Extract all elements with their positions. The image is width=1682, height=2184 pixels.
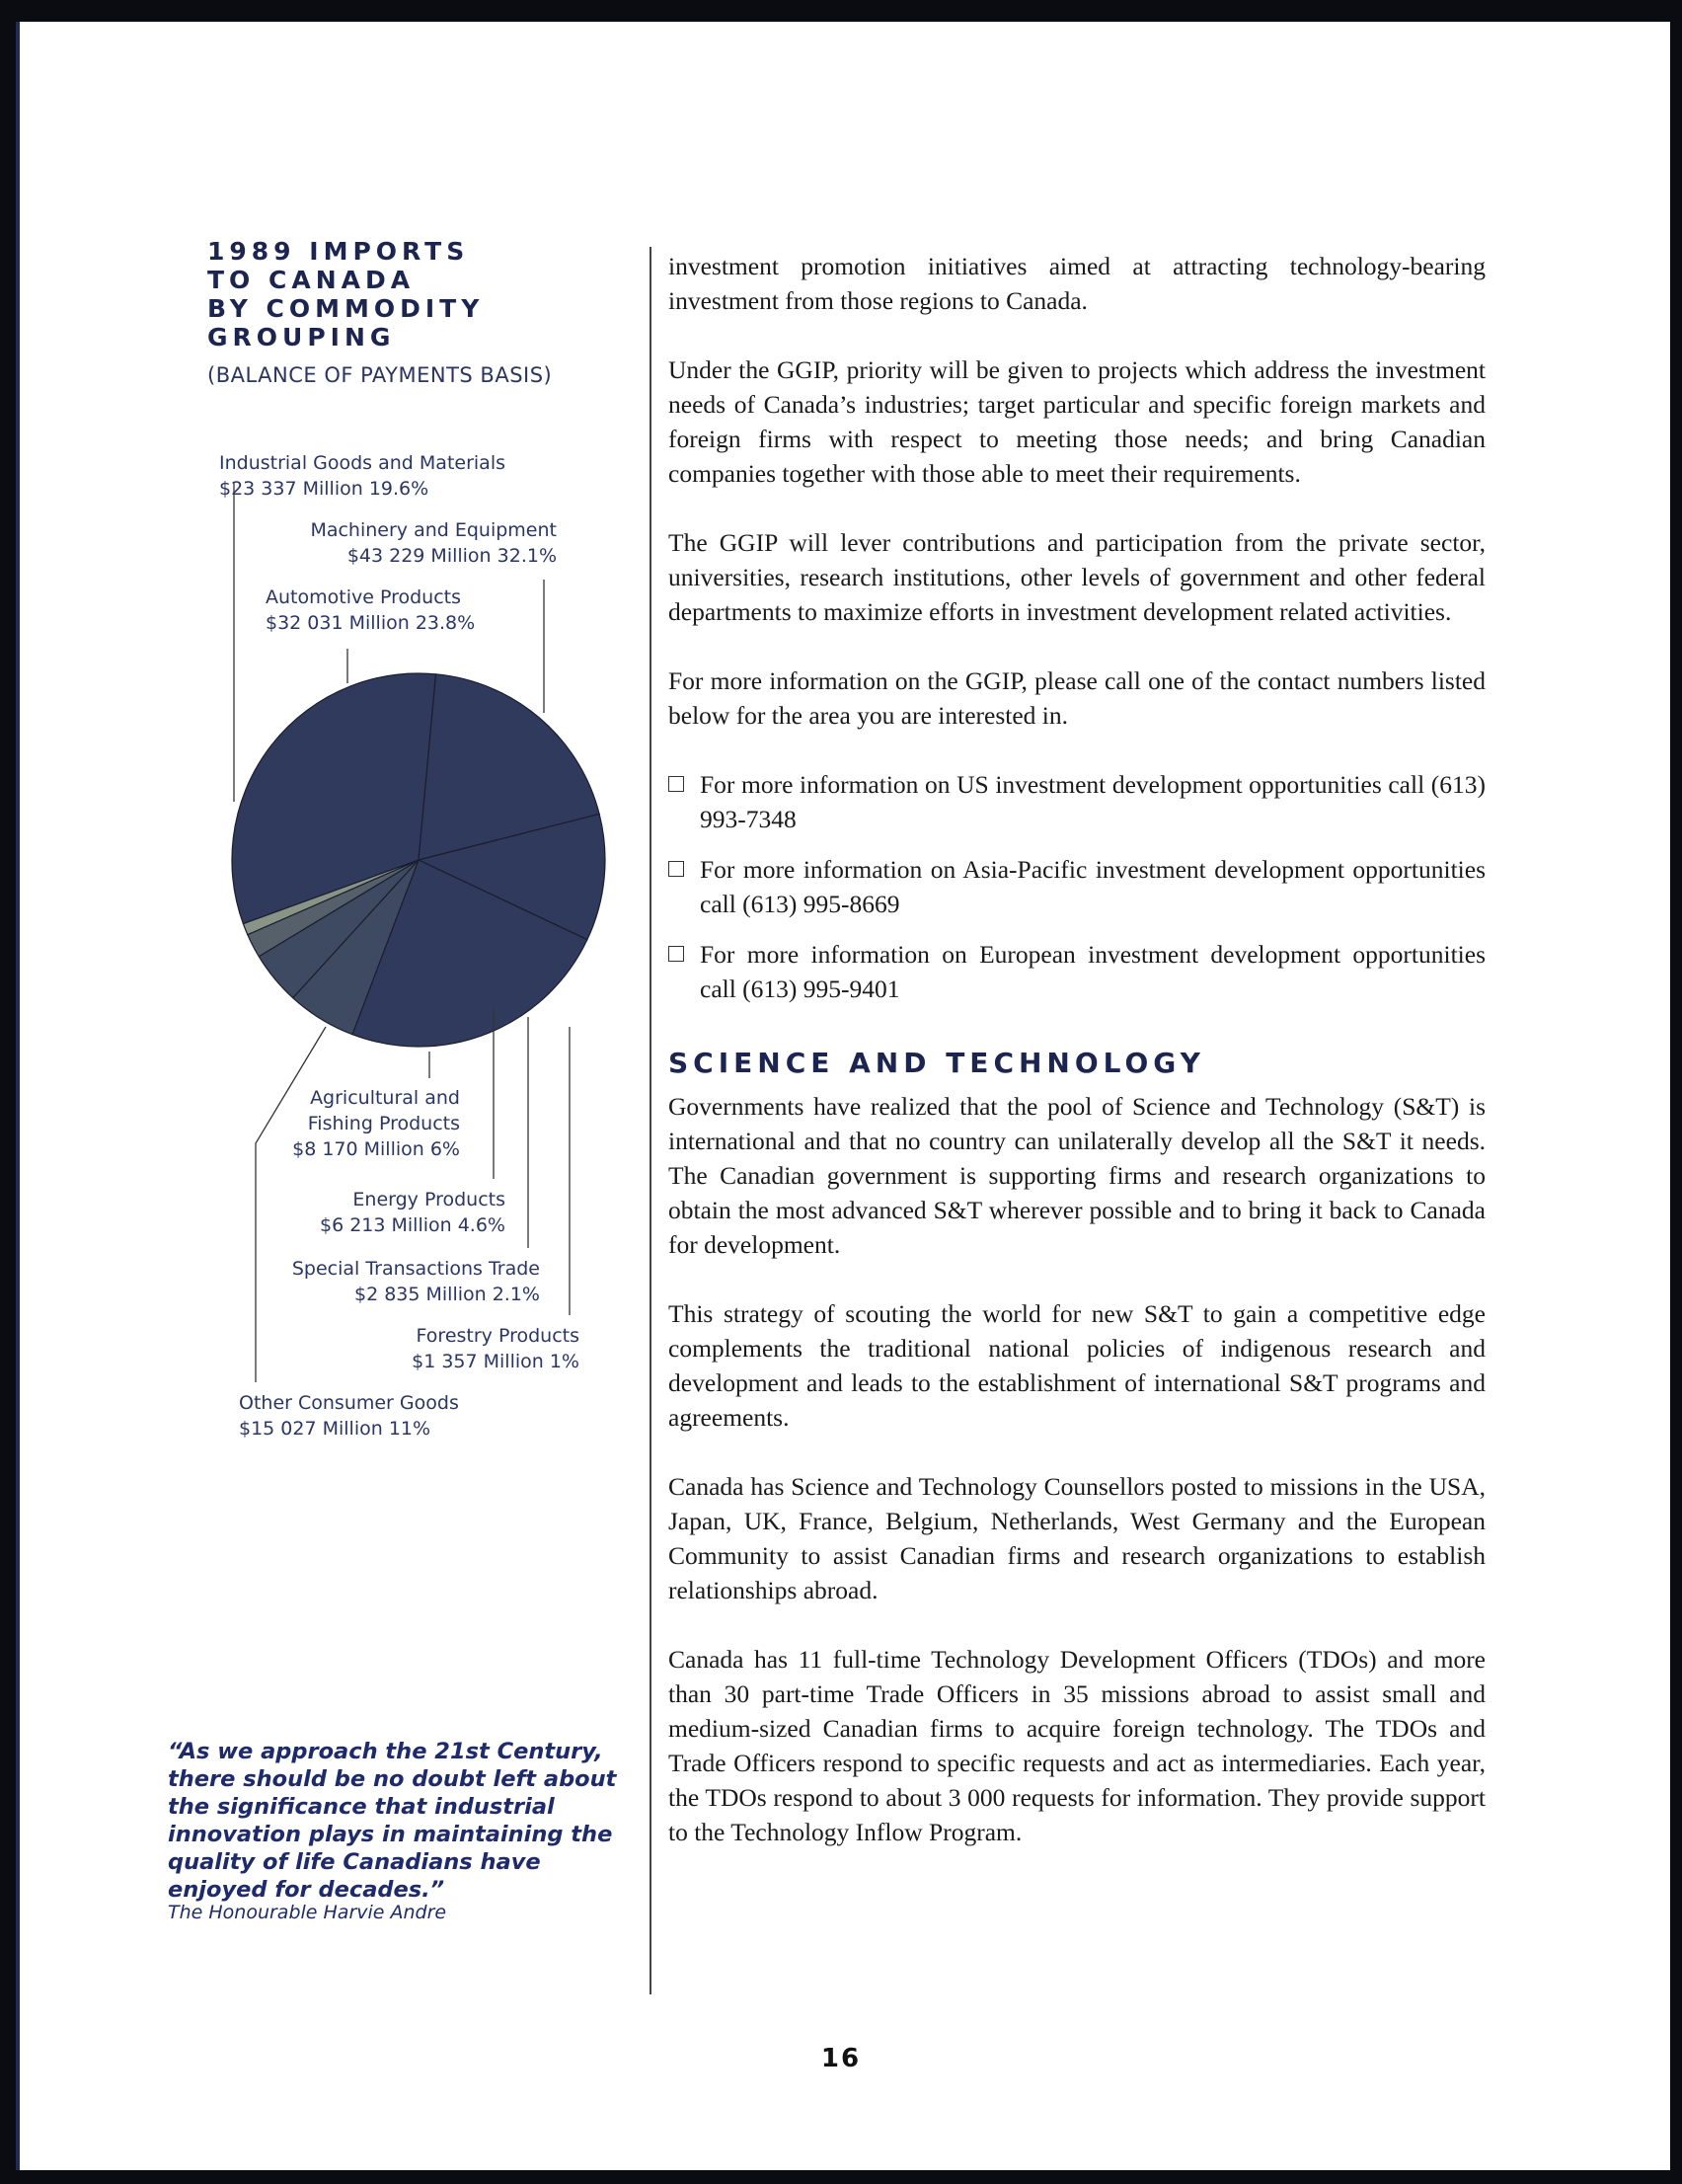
slice-value-label: $1 357 Million 1% <box>412 1351 579 1372</box>
contact-list-item <box>668 767 1486 836</box>
paragraph: This strategy of scouting the world for new S&T to gain a competitive edge complements the traditional national policies of indigenous research and development and leads to the establishment of international S&T programs and agreements. <box>668 1299 1486 1432</box>
slice-label: Other Consumer Goods <box>239 1392 459 1414</box>
paragraph: The GGIP will lever contributions and participation from the private sector, universities, research institutions, other levels of government and other federal departments to maximize efforts in investment development related activities. <box>668 528 1486 626</box>
paragraph: investment promotion initiatives aimed at attracting technology-bearing investment from those regions to Canada. <box>668 252 1486 315</box>
paragraph: Governments have realized that the pool of Science and Technology (S&T) is international and that no country can unilaterally develop all the S&T it needs. The Canadian government is supporting firms and research organizations to obtain the most advanced S&T wherever possible and to bring it back to Canada for development. <box>668 1092 1486 1259</box>
slice-label: Fishing Products <box>307 1113 460 1134</box>
slice-value-label: $43 229 Million 32.1% <box>346 545 557 567</box>
checkbox-bullet-icon <box>668 861 684 877</box>
slice-label: Automotive Products <box>266 586 461 608</box>
slice-label: Energy Products <box>352 1189 505 1210</box>
chart-subtitle: (BALANCE OF PAYMENTS BASIS) <box>207 363 553 387</box>
paragraph: For more information on the GGIP, please call one of the contact numbers listed below for the area you are interested in. <box>668 666 1486 730</box>
contact-text: For more information on European investment development opportunities call (613) 995-9401 <box>700 940 1486 1003</box>
checkbox-bullet-icon <box>668 776 684 792</box>
slice-value-label: $6 213 Million 4.6% <box>319 1214 505 1236</box>
contact-list-item <box>668 937 1486 1006</box>
slice-value-label: $23 337 Million 19.6% <box>219 478 429 500</box>
contact-text: For more information on US investment development opportunities call (613) 993-7348 <box>700 770 1486 833</box>
slice-label: Industrial Goods and Materials <box>219 452 505 474</box>
chart-title-line: 1989 IMPORTS <box>207 237 470 266</box>
checkbox-bullet-icon <box>668 946 684 962</box>
page-number: 16 <box>820 2044 862 2073</box>
slice-label: Machinery and Equipment <box>310 519 557 541</box>
pull-quote: “As we approach the 21st Century, there should be no doubt left about the significance that industrial innovation plays in maintaining the quality of life Canadians have enjoyed for decades.” <box>168 1739 617 1903</box>
chart-title-line: BY COMMODITY <box>207 294 485 323</box>
slice-value-label: $2 835 Million 2.1% <box>353 1284 540 1305</box>
quote-author: The Honourable Harvie Andre <box>168 1902 447 1923</box>
leader-line <box>256 1027 326 1382</box>
chart-title-line: GROUPING <box>207 323 396 351</box>
paragraph: Canada has Science and Technology Counsellors posted to missions in the USA, Japan, UK, France, Belgium, Netherlands, West Germany and the European Community to assist Canadian firms and research organizations to establish relationships abroad. <box>668 1472 1486 1604</box>
contact-list <box>668 767 1486 1006</box>
slice-value-label: $8 170 Million 6% <box>292 1138 460 1160</box>
slice-label: Special Transactions Trade <box>291 1258 540 1280</box>
slice-value-label: $15 027 Million 11% <box>239 1418 431 1440</box>
slice-value-label: $32 031 Million 23.8% <box>266 612 476 634</box>
section-heading: SCIENCE AND TECHNOLOGY <box>668 1047 1205 1079</box>
paragraph: Canada has 11 full-time Technology Development Officers (TDOs) and more than 30 part-time Trade Officers in 35 missions abroad to assist small and medium-sized Canadian firms to acquire foreign technology. The TDOs and Trade Officers respond to specific requests and act as intermediaries. Each year, the TDOs respond to about 3 000 requests for information. They provide support to the Technology Inflow Program. <box>668 1645 1486 1846</box>
chart-title-line: TO CANADA <box>207 266 416 294</box>
slice-label: Agricultural and <box>310 1087 460 1109</box>
contact-list-item <box>668 852 1486 921</box>
slice-label: Forestry Products <box>416 1325 579 1347</box>
column-divider <box>650 247 651 1994</box>
paragraph: Under the GGIP, priority will be given to projects which address the investment needs of Canada’s industries; target particular and specific foreign markets and foreign firms with respect to meeting those needs; and bring Canadian companies together with those able to meet their requirements. <box>668 355 1486 488</box>
contact-text: For more information on Asia-Pacific investment development opportunities call (613) 995-8669 <box>700 855 1486 918</box>
main-column <box>668 249 1486 1884</box>
